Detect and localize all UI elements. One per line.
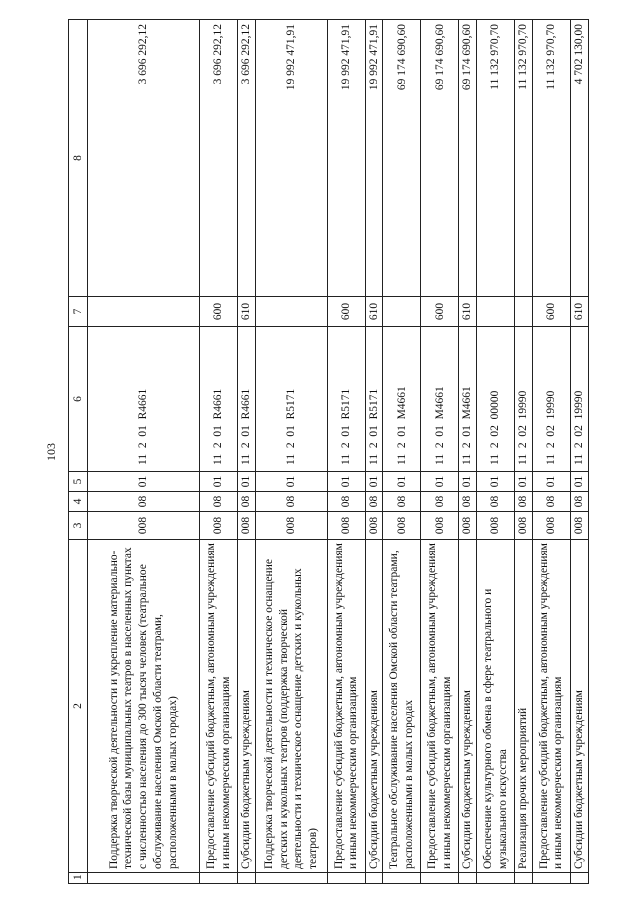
table-row	[327, 20, 365, 884]
table-body	[88, 20, 589, 884]
amount: 3 696 292,12	[88, 20, 200, 297]
table-row	[421, 20, 459, 884]
section-code: 08	[477, 492, 515, 512]
blank-cell	[327, 873, 365, 884]
expense-type-code	[255, 297, 327, 327]
subsection-code: 01	[365, 472, 383, 492]
grbs-code: 008	[88, 512, 200, 540]
blank-cell	[459, 873, 477, 884]
section-code: 08	[515, 492, 533, 512]
col-header-7: 7	[69, 297, 88, 327]
budget-table	[68, 19, 589, 884]
target-article-code: 11 2 01 R5171	[327, 327, 365, 472]
target-article-code: 11 2 01 R5171	[255, 327, 327, 472]
blank-cell	[570, 873, 588, 884]
table-row	[88, 20, 200, 884]
subsection-code: 01	[88, 472, 200, 492]
expense-type-code	[477, 297, 515, 327]
target-article-code: 11 2 01 M4661	[459, 327, 477, 472]
grbs-code: 008	[255, 512, 327, 540]
amount: 11 132 970,70	[477, 20, 515, 297]
table-row	[570, 20, 588, 884]
amount: 19 992 471,91	[327, 20, 365, 297]
blank-cell	[365, 873, 383, 884]
amount: 19 992 471,91	[255, 20, 327, 297]
item-name: Театральное обслуживание населения Омской области театрами, расположенными в малых городах	[383, 540, 421, 873]
section-code: 08	[459, 492, 477, 512]
item-name: Предоставление субсидий бюджетным, автономным учреждениям и иным некоммерческим организациям	[327, 540, 365, 873]
table-row	[383, 20, 421, 884]
section-code: 08	[327, 492, 365, 512]
grbs-code: 008	[365, 512, 383, 540]
target-article-code: 11 2 01 R5171	[365, 327, 383, 472]
table-row	[477, 20, 515, 884]
item-name: Предоставление субсидий бюджетным, автономным учреждениям и иным некоммерческим организациям	[200, 540, 238, 873]
section-code: 08	[383, 492, 421, 512]
subsection-code: 01	[570, 472, 588, 492]
section-code: 08	[200, 492, 238, 512]
grbs-code: 008	[477, 512, 515, 540]
table-row	[200, 20, 238, 884]
col-header-6: 6	[69, 327, 88, 472]
item-name: Поддержка творческой деятельности и укрепление материально-технической базы муниципальных театров в населенных пунктах с численностью населения до 300 тысяч человек (театральное обслуживание населения Омской области театрами, расположенными в малых городах)	[88, 540, 200, 873]
blank-cell	[515, 873, 533, 884]
item-name: Реализация прочих мероприятий	[515, 540, 533, 873]
subsection-code: 01	[383, 472, 421, 492]
section-code: 08	[365, 492, 383, 512]
target-article-code: 11 2 01 M4661	[421, 327, 459, 472]
subsection-code: 01	[255, 472, 327, 492]
subsection-code: 01	[532, 472, 570, 492]
blank-cell	[421, 873, 459, 884]
table-header	[69, 20, 88, 884]
expense-type-code: 600	[327, 297, 365, 327]
grbs-code: 008	[570, 512, 588, 540]
grbs-code: 008	[327, 512, 365, 540]
expense-type-code: 610	[570, 297, 588, 327]
col-header-4: 4	[69, 492, 88, 512]
blank-cell	[88, 873, 200, 884]
grbs-code: 008	[383, 512, 421, 540]
target-article-code: 11 2 02 19990	[515, 327, 533, 472]
target-article-code: 11 2 01 R4661	[200, 327, 238, 472]
section-code: 08	[532, 492, 570, 512]
col-header-8: 8	[69, 20, 88, 297]
table-row	[532, 20, 570, 884]
subsection-code: 01	[459, 472, 477, 492]
item-name: Предоставление субсидий бюджетным, автономным учреждениям и иным некоммерческим организациям	[421, 540, 459, 873]
amount: 4 702 130,00	[570, 20, 588, 297]
amount: 11 132 970,70	[532, 20, 570, 297]
target-article-code: 11 2 02 19990	[570, 327, 588, 472]
blank-cell	[255, 873, 327, 884]
item-name: Поддержка творческой деятельности и техническое оснащение детских и кукольных театров (поддержка творческой деятельности и техническое оснащение детских и кукольных театров)	[255, 540, 327, 873]
subsection-code: 01	[421, 472, 459, 492]
table-row	[459, 20, 477, 884]
blank-cell	[477, 873, 515, 884]
blank-cell	[200, 873, 238, 884]
target-article-code: 11 2 02 19990	[532, 327, 570, 472]
blank-cell	[532, 873, 570, 884]
item-name: Субсидии бюджетным учреждениям	[459, 540, 477, 873]
amount: 19 992 471,91	[365, 20, 383, 297]
amount: 69 174 690,60	[421, 20, 459, 297]
rotated-page	[20, 20, 620, 884]
grbs-code: 008	[238, 512, 256, 540]
target-article-code: 11 2 01 R4661	[238, 327, 256, 472]
subsection-code: 01	[327, 472, 365, 492]
item-name: Предоставление субсидий бюджетным, автономным учреждениям и иным некоммерческим организациям	[532, 540, 570, 873]
grbs-code: 008	[459, 512, 477, 540]
subsection-code: 01	[477, 472, 515, 492]
amount: 3 696 292,12	[200, 20, 238, 297]
section-code: 08	[238, 492, 256, 512]
expense-type-code: 600	[200, 297, 238, 327]
expense-type-code	[88, 297, 200, 327]
amount: 69 174 690,60	[383, 20, 421, 297]
subsection-code: 01	[238, 472, 256, 492]
table-row	[238, 20, 256, 884]
blank-cell	[383, 873, 421, 884]
page-number: 103	[44, 443, 58, 461]
table-row	[515, 20, 533, 884]
target-article-code: 11 2 02 00000	[477, 327, 515, 472]
expense-type-code: 610	[459, 297, 477, 327]
expense-type-code: 610	[238, 297, 256, 327]
col-header-2: 2	[69, 540, 88, 873]
subsection-code: 01	[200, 472, 238, 492]
expense-type-code	[515, 297, 533, 327]
col-header-1: 1	[69, 873, 88, 884]
section-code: 08	[421, 492, 459, 512]
expense-type-code: 600	[421, 297, 459, 327]
col-header-3: 3	[69, 512, 88, 540]
item-name: Субсидии бюджетным учреждениям	[365, 540, 383, 873]
table-row	[255, 20, 327, 884]
header-row	[69, 20, 88, 884]
expense-type-code: 600	[532, 297, 570, 327]
section-code: 08	[570, 492, 588, 512]
table-row	[365, 20, 383, 884]
grbs-code: 008	[200, 512, 238, 540]
amount: 11 132 970,70	[515, 20, 533, 297]
grbs-code: 008	[532, 512, 570, 540]
item-name: Субсидии бюджетным учреждениям	[238, 540, 256, 873]
grbs-code: 008	[421, 512, 459, 540]
amount: 69 174 690,60	[459, 20, 477, 297]
grbs-code: 008	[515, 512, 533, 540]
item-name: Обеспечение культурного обмена в сфере театрального и музыкального искусства	[477, 540, 515, 873]
item-name: Субсидии бюджетным учреждениям	[570, 540, 588, 873]
expense-type-code: 610	[365, 297, 383, 327]
target-article-code: 11 2 01 R4661	[88, 327, 200, 472]
section-code: 08	[88, 492, 200, 512]
section-code: 08	[255, 492, 327, 512]
target-article-code: 11 2 01 M4661	[383, 327, 421, 472]
expense-type-code	[383, 297, 421, 327]
col-header-5: 5	[69, 472, 88, 492]
blank-cell	[238, 873, 256, 884]
amount: 3 696 292,12	[238, 20, 256, 297]
subsection-code: 01	[515, 472, 533, 492]
